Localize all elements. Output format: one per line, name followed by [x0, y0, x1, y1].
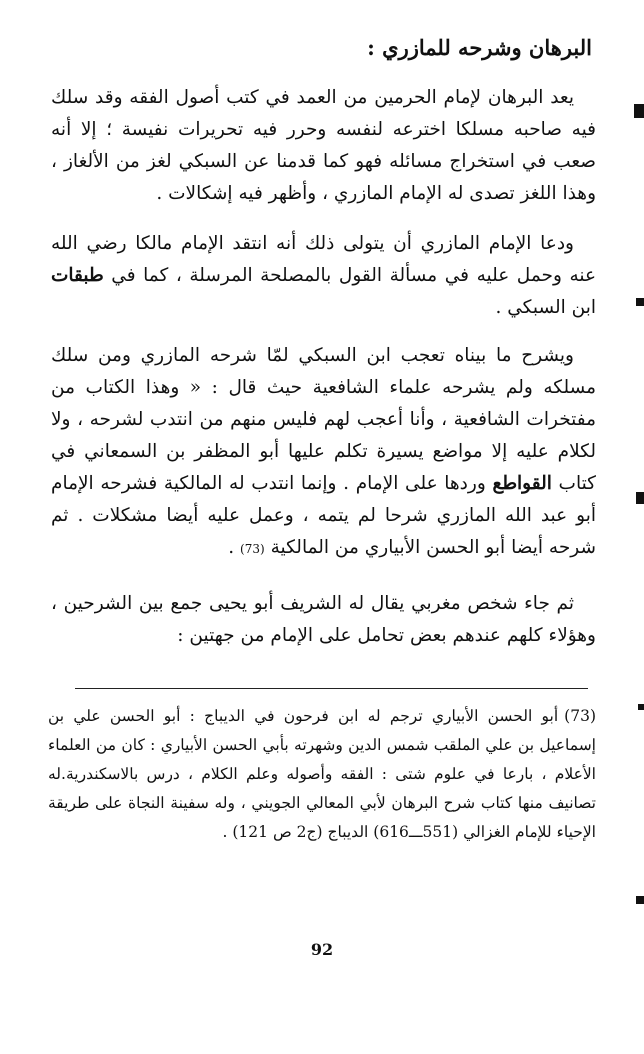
section-heading: البرهان وشرحه للمازري : — [367, 35, 592, 60]
paragraph-4: ثم جاء شخص مغربي يقال له الشريف أبو يحيى جمع بين الشرحين ، وهؤلاء كلهم عندهم بعض تحامل على الإمام من جهتين : — [51, 593, 596, 646]
scan-mark — [636, 298, 644, 306]
footnote — [48, 702, 596, 847]
paragraph-3-text-start: ويشرح ما بيناه تعجب ابن السبكي لمّا شرحه المازري ومن سلك مسلكه ولم يشرحه علماء الشافعية حيث قال : « وهذا الكتاب من مفتخرات الشافعية ، وأنا أعجب لهم فليس منهم من انتدب لشرحه ، ولا لكلام عليه إلا مواضع يسيرة تكلم عليها أبو المظفر بن السمعاني في كتاب — [51, 345, 596, 494]
paragraph-2-text-end: ابن السبكي . — [495, 297, 596, 318]
paragraph-2-bold-term: طبقات — [51, 265, 104, 286]
paragraph-3-bold-term: القواطع — [492, 473, 552, 494]
scan-mark — [636, 492, 644, 504]
paragraph-2 — [51, 228, 596, 324]
paragraph-3-text-middle: وردها على الإمام . وإنما انتدب له المالكية فشرحه الإمام أبو عبد الله المازري شرحا لم يتمه ، وعمل عليه أيضا مشكلات . ثم شرحه أيضا أبو الحسن الأبياري من المالكية — [51, 473, 596, 558]
paragraph-2-text-start: ودعا الإمام المازري أن يتولى ذلك أنه انتقد الإمام مالكا رضي الله عنه وحمل عليه في مسألة القول بالمصلحة المرسلة ، كما في — [51, 233, 596, 286]
paragraph-1: يعد البرهان لإمام الحرمين من العمد في كتب أصول الفقه وقد سلك فيه صاحبه مسلكا اخترعه لنفسه وحرر فيه تحريرات نفيسة ؛ إلا أنه صعب في استخراج مسائله فهو كما قدمنا عن السبكي لغز من الألغاز ، وهذا اللغز تصدى له الإمام المازري ، وأظهر فيه إشكالات . — [51, 87, 596, 204]
footnote-label: (73) — [564, 707, 596, 725]
scan-mark — [638, 704, 644, 710]
footnote-text: أبو الحسن الأبياري ترجم له ابن فرحون في الديباج : أبو الحسن علي بن إسماعيل بن علي الملقب شمس الدين وشهرته بأبي الحسن الأبياري : كان من العلماء الأعلام ، بارعا في علوم شتى : الفقه وأصوله وعلم الكلام ، درس بالاسكندرية.له تصانيف منها كتاب شرح البرهان لأبي المعالي الجويني ، وله سفينة النجاة على طريقة الإحياء للإمام الغزالي (551ـــ616) الديباج (ج2 ص 121) . — [48, 707, 596, 841]
page-number: 92 — [310, 940, 334, 959]
paragraph-3-text-end: . — [228, 537, 235, 558]
scan-mark — [636, 896, 644, 904]
paragraph-3 — [51, 340, 596, 565]
footnote-reference[interactable]: (73) — [240, 542, 265, 556]
footnote-separator — [75, 688, 588, 689]
scan-mark — [634, 104, 644, 118]
